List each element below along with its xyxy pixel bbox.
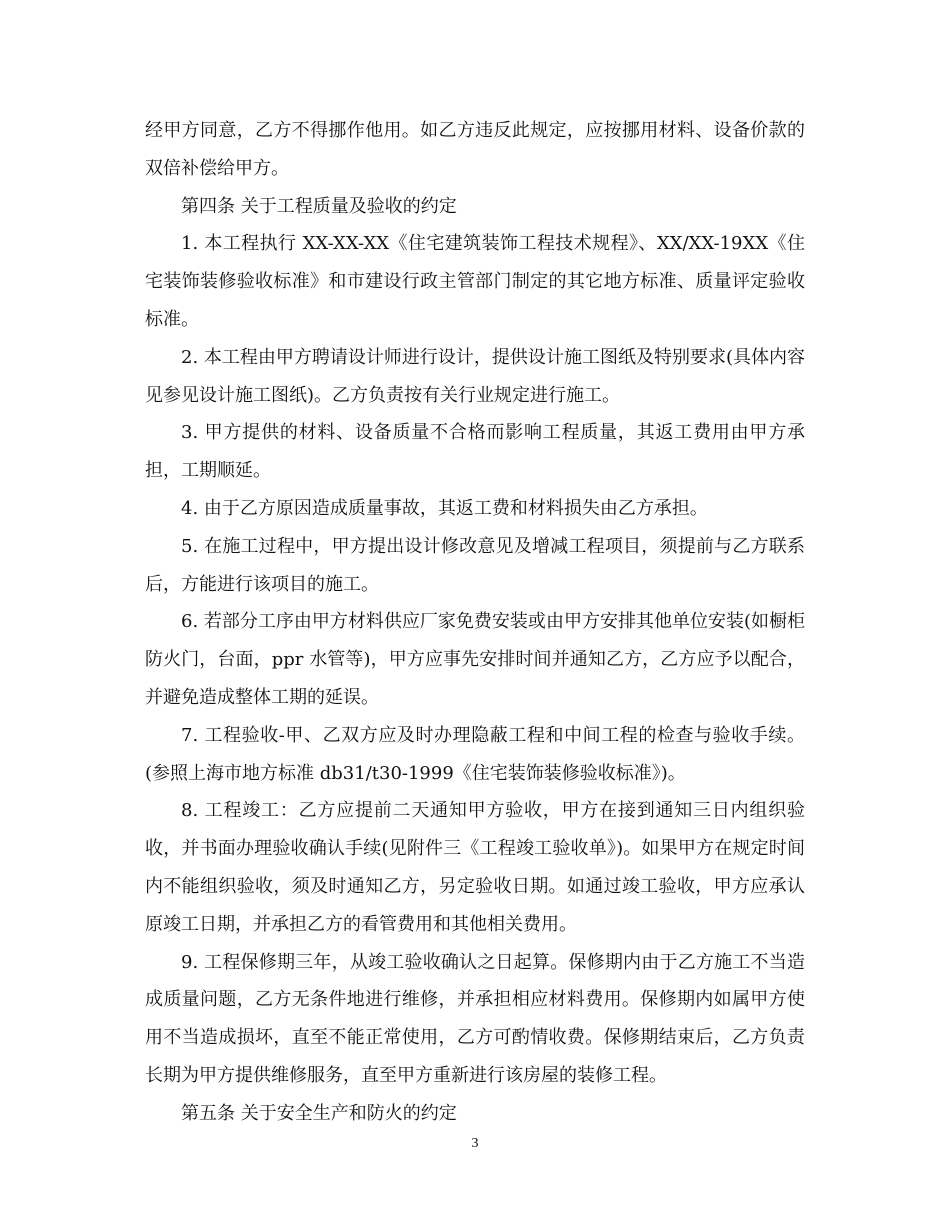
clause-6: 6. 若部分工序由甲方材料供应厂家免费安装或由甲方安排其他单位安装(如橱柜防火门，台面，ppr 水管等)，甲方应事先安排时间并通知乙方，乙方应予以配合，并避免造成整体工期的延误。 (145, 611, 805, 708)
section-heading-article-4: 第四条 关于工程质量及验收的约定 (181, 195, 457, 217)
paragraph-continuation: 经甲方同意，乙方不得挪作他用。如乙方违反此规定，应按挪用材料、设备价款的双倍补偿给甲方。 (145, 120, 805, 179)
document-body (145, 112, 805, 1133)
clause-1: 1. 本工程执行 XX-XX-XX《住宅建筑装饰工程技术规程》、XX/XX-19XX《住宅装饰装修验收标准》和市建设行政主管部门制定的其它地方标准、质量评定验收标准。 (145, 233, 805, 330)
clause-7: 7. 工程验收-甲、乙双方应及时办理隐蔽工程和中间工程的检查与验收手续。(参照上海市地方标准 db31/t30-1999《住宅装饰装修验收标准》)。 (145, 724, 805, 784)
clause-3: 3. 甲方提供的材料、设备质量不合格而影响工程质量，其返工费用由甲方承担，工期顺延。 (145, 422, 805, 482)
clause-9: 9. 工程保修期三年，从竣工验收确认之日起算。保修期内由于乙方施工不当造成质量问题，乙方无条件地进行维修，并承担相应材料费用。保修期内如属甲方使用不当造成损坏，直至不能正常使用，乙方可酌情收费。保修期结束后，乙方负责长期为甲方提供维修服务，直至甲方重新进行该房屋的装修工程。 (145, 951, 805, 1086)
clause-2: 2. 本工程由甲方聘请设计师进行设计，提供设计施工图纸及特别要求(具体内容见参见设计施工图纸)。乙方负责按有关行业规定进行施工。 (145, 346, 805, 406)
page-number: 3 (471, 1136, 479, 1151)
clause-4: 4. 由于乙方原因造成质量事故，其返工费和材料损失由乙方承担。 (181, 497, 708, 519)
section-heading-article-5: 第五条 关于安全生产和防火的约定 (181, 1102, 457, 1124)
clause-8: 8. 工程竣工：乙方应提前二天通知甲方验收，甲方在接到通知三日内组织验收，并书面办理验收确认手续(见附件三《工程竣工验收单》)。如果甲方在规定时间内不能组织验收，须及时通知乙方，另定验收日期。如通过竣工验收，甲方应承认原竣工日期，并承担乙方的看管费用和其他相关费用。 (145, 800, 805, 935)
clause-5: 5. 在施工过程中，甲方提出设计修改意见及增减工程项目，须提前与乙方联系后，方能进行该项目的施工。 (145, 535, 805, 595)
